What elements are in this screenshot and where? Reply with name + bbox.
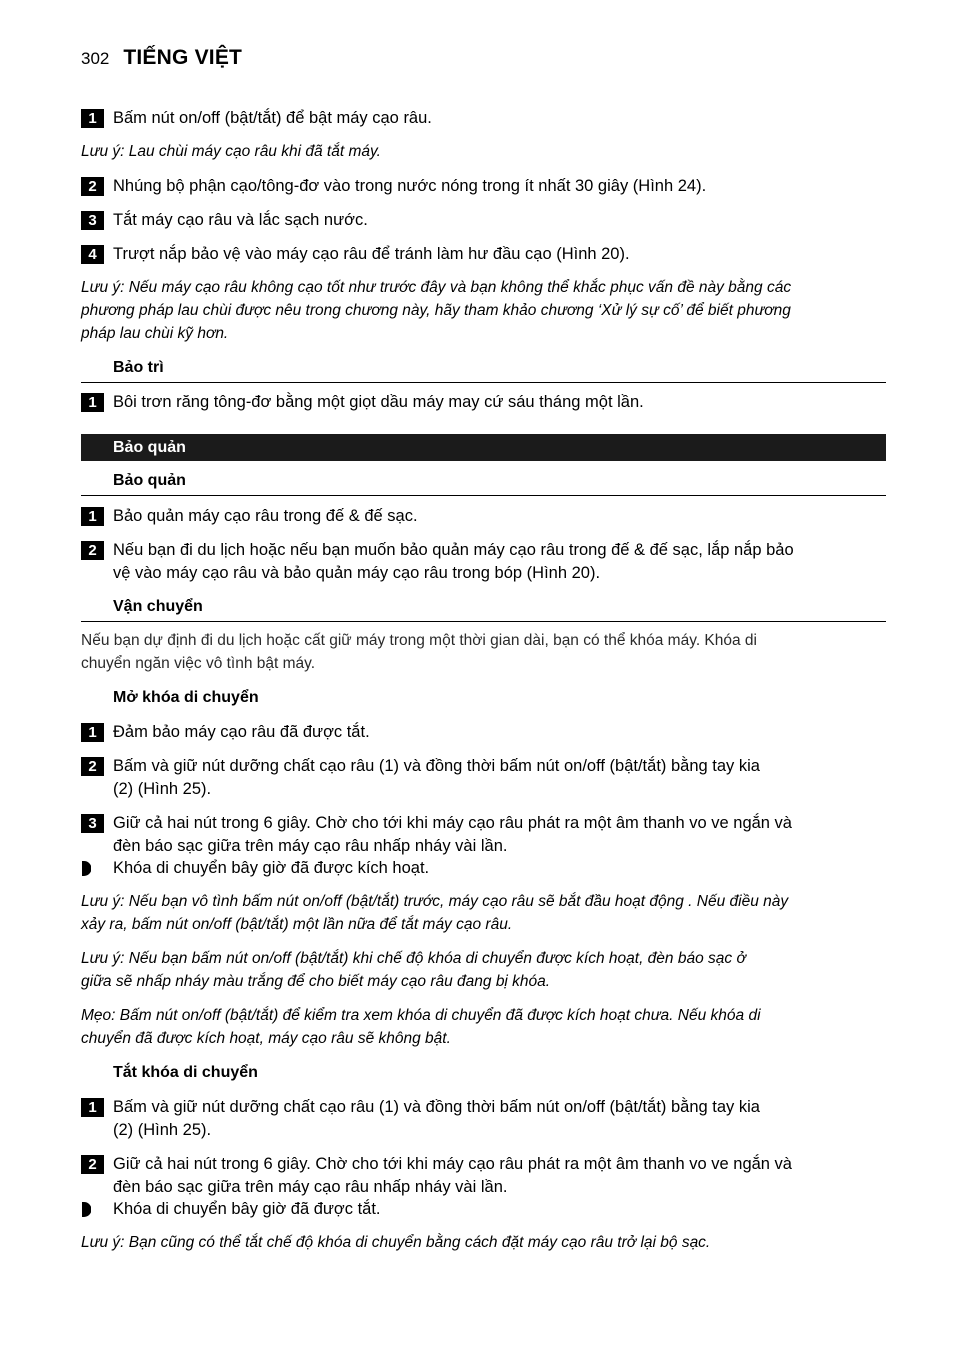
note-line: Lưu ý: Nếu bạn bấm nút on/off (bật/tắt) khi chế độ khóa di chuyển được kích hoạt, đèn báo sạc ở bbox=[81, 950, 746, 967]
step-number-badge: 4 bbox=[81, 245, 104, 264]
step-text-line: (2) (Hình 25). bbox=[113, 1120, 212, 1139]
page-number: 302 bbox=[81, 49, 110, 68]
divider bbox=[81, 621, 886, 622]
step-item bbox=[81, 812, 792, 857]
bullet-icon bbox=[81, 1202, 91, 1217]
step-text-line: vệ vào máy cạo râu và bảo quản máy cạo râu trong bóp (Hình 20). bbox=[113, 563, 601, 582]
note-line: Lưu ý: Nếu máy cạo râu không cạo tốt như trước đây và bạn không thể khắc phục vấn đề này bằng các bbox=[81, 279, 792, 296]
step-number-badge: 2 bbox=[81, 757, 104, 776]
result-text: Khóa di chuyển bây giờ đã được tắt. bbox=[113, 1200, 381, 1218]
step-number-badge: 3 bbox=[81, 211, 104, 230]
step-number-badge: 1 bbox=[81, 723, 104, 742]
step-text-line: Giữ cả hai nút trong 6 giây. Chờ cho tới khi máy cạo râu phát ra một âm thanh vo ve ngắn và bbox=[113, 814, 792, 832]
step-text: Bảo quản máy cạo râu trong đế & đế sạc. bbox=[113, 507, 418, 525]
step-item bbox=[81, 107, 432, 130]
page-header bbox=[81, 46, 242, 70]
tip bbox=[81, 1005, 761, 1051]
step-item bbox=[81, 539, 794, 584]
note-line: xảy ra, bấm nút on/off (bật/tắt) một lần nữa để tắt máy cạo râu. bbox=[81, 915, 513, 933]
subheading-transport: Vận chuyển bbox=[113, 598, 203, 615]
note-line: giữa sẽ nhấp nháy màu trắng để cho biết máy cạo râu đang bị khóa. bbox=[81, 972, 551, 990]
intro-paragraph bbox=[81, 630, 757, 675]
note bbox=[81, 277, 791, 345]
step-item bbox=[81, 175, 706, 198]
note-line: Lưu ý: Nếu bạn vô tình bấm nút on/off (bật/tắt) trước, máy cạo râu sẽ bắt đầu hoạt động . Nếu điều này bbox=[81, 893, 789, 910]
step-text-line: Bấm và giữ nút dưỡng chất cạo râu (1) và đồng thời bấm nút on/off (bật/tắt) bằng tay kia bbox=[113, 757, 760, 775]
note bbox=[81, 948, 746, 994]
step-text: Bấm nút on/off (bật/tắt) để bật máy cạo râu. bbox=[113, 109, 432, 127]
step-number-badge: 2 bbox=[81, 541, 104, 560]
tip-line: chuyển đã được kích hoạt, máy cạo râu sẽ không bật. bbox=[81, 1029, 451, 1047]
step-text bbox=[113, 755, 760, 800]
note bbox=[81, 891, 788, 937]
step-text-line: đèn báo sạc giữa trên máy cạo râu nhấp nháy vài lần. bbox=[113, 1177, 508, 1196]
note: Lưu ý: Bạn cũng có thể tắt chế độ khóa di chuyển bằng cách đặt máy cạo râu trở lại bộ sạc. bbox=[81, 1234, 711, 1251]
step-text-line: Nếu bạn đi du lịch hoặc nếu bạn muốn bảo quản máy cạo râu trong đế & đế sạc, lắp nắp bảo bbox=[113, 541, 794, 559]
step-item bbox=[81, 505, 418, 528]
paragraph-line: Nếu bạn dự định đi du lịch hoặc cất giữ máy trong một thời gian dài, bạn có thể khóa máy. Khóa di bbox=[81, 632, 757, 649]
paragraph-line: chuyển ngăn việc vô tình bật máy. bbox=[81, 654, 316, 672]
step-text bbox=[113, 1153, 792, 1198]
step-text bbox=[113, 1096, 760, 1141]
step-item bbox=[81, 755, 760, 800]
step-item bbox=[81, 1096, 760, 1141]
step-number-badge: 1 bbox=[81, 1098, 104, 1117]
step-number-badge: 3 bbox=[81, 814, 104, 833]
step-item bbox=[81, 209, 368, 232]
step-number-badge: 1 bbox=[81, 393, 104, 412]
step-text-line: Giữ cả hai nút trong 6 giây. Chờ cho tới khi máy cạo râu phát ra một âm thanh vo ve ngắn và bbox=[113, 1155, 792, 1173]
subheading-deactivate-travel-lock: Tắt khóa di chuyển bbox=[113, 1064, 258, 1081]
step-number-badge: 1 bbox=[81, 507, 104, 526]
step-item bbox=[81, 243, 630, 266]
step-text: Nhúng bộ phận cạo/tông-đơ vào trong nước nóng trong ít nhất 30 giây (Hình 24). bbox=[113, 177, 707, 195]
step-text bbox=[113, 539, 794, 584]
section-title-bar: Bảo quản bbox=[81, 434, 886, 461]
step-number-badge: 1 bbox=[81, 109, 104, 128]
subheading-activate-travel-lock: Mở khóa di chuyển bbox=[113, 689, 259, 706]
note: Lưu ý: Lau chùi máy cạo râu khi đã tắt máy. bbox=[81, 143, 381, 160]
note-line: phương pháp lau chùi được nêu trong chương này, hãy tham khảo chương ‘Xử lý sự cố’ để biết phương bbox=[81, 301, 791, 319]
step-text bbox=[113, 812, 792, 857]
step-item bbox=[81, 1153, 792, 1198]
divider bbox=[81, 382, 886, 383]
step-item bbox=[81, 721, 370, 744]
step-text: Đảm bảo máy cạo râu đã được tắt. bbox=[113, 723, 370, 741]
tip-line: Mẹo: Bấm nút on/off (bật/tắt) để kiểm tra xem khóa di chuyển đã được kích hoạt chưa. Nếu khóa di bbox=[81, 1007, 761, 1024]
divider bbox=[81, 495, 886, 496]
step-text: Tắt máy cạo râu và lắc sạch nước. bbox=[113, 211, 368, 229]
step-number-badge: 2 bbox=[81, 177, 104, 196]
result-text: Khóa di chuyển bây giờ đã được kích hoạt. bbox=[113, 859, 430, 877]
step-text: Bôi trơn răng tông-đơ bằng một giọt dầu máy may cứ sáu tháng một lần. bbox=[113, 393, 644, 411]
bullet-icon bbox=[81, 861, 91, 876]
language-title: TIẾNG VIỆT bbox=[123, 46, 243, 69]
subheading-storage: Bảo quản bbox=[113, 472, 186, 489]
step-number-badge: 2 bbox=[81, 1155, 104, 1174]
subheading-maintenance: Bảo trì bbox=[113, 359, 164, 376]
result-item bbox=[81, 857, 429, 880]
step-item bbox=[81, 391, 644, 414]
result-item bbox=[81, 1198, 381, 1221]
step-text-line: (2) (Hình 25). bbox=[113, 779, 212, 798]
step-text: Trượt nắp bảo vệ vào máy cạo râu để tránh làm hư đầu cạo (Hình 20). bbox=[113, 245, 630, 263]
note-line: pháp lau chùi kỹ hơn. bbox=[81, 324, 229, 342]
step-text-line: Bấm và giữ nút dưỡng chất cạo râu (1) và đồng thời bấm nút on/off (bật/tắt) bằng tay kia bbox=[113, 1098, 760, 1116]
step-text-line: đèn báo sạc giữa trên máy cạo râu nhấp nháy vài lần. bbox=[113, 836, 508, 855]
